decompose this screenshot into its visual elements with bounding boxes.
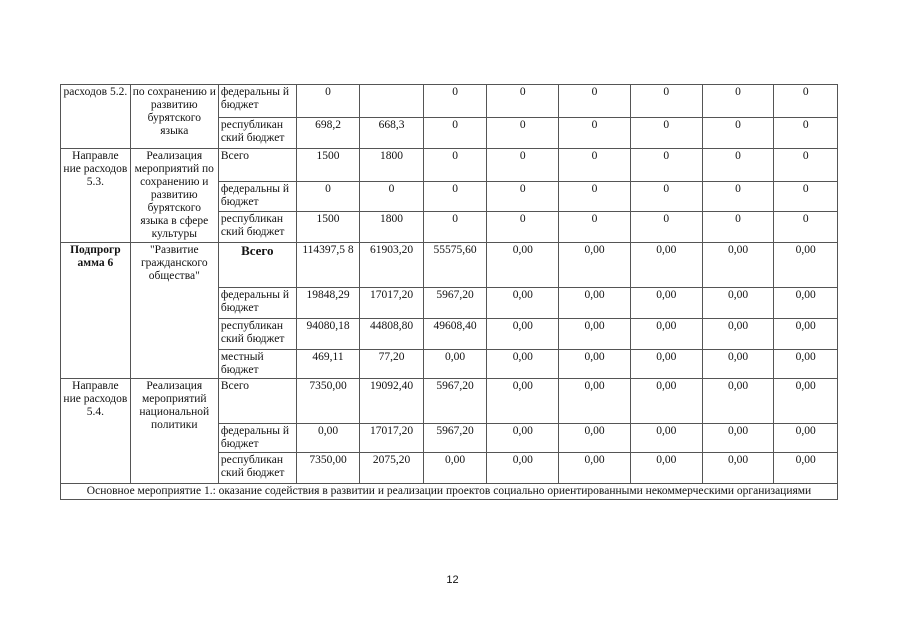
value-cell: 0,00 [559, 424, 631, 453]
budget-source-cell: республикан ский бюджет [218, 211, 296, 242]
budget-source-cell: республикан ский бюджет [218, 319, 296, 350]
value-cell: 0 [559, 85, 631, 118]
value-cell: 5967,20 [423, 424, 487, 453]
value-cell: 0 [296, 182, 360, 211]
value-cell: 0 [360, 182, 424, 211]
value-cell: 17017,20 [360, 288, 424, 319]
value-cell: 0,00 [487, 243, 559, 288]
value-cell: 0,00 [774, 319, 838, 350]
value-cell: 2075,20 [360, 453, 424, 484]
value-cell: 0,00 [559, 453, 631, 484]
value-cell [360, 85, 424, 118]
value-cell: 0,00 [774, 350, 838, 379]
value-cell: 0 [296, 85, 360, 118]
value-cell: 0,00 [630, 424, 702, 453]
row-group-label: Направле ние расходов 5.4. [61, 379, 131, 484]
table-row [61, 149, 838, 182]
value-cell: 0 [702, 149, 774, 182]
value-cell: 19092,40 [360, 379, 424, 424]
value-cell: 0 [487, 182, 559, 211]
value-cell: 0 [630, 85, 702, 118]
value-cell: 0,00 [559, 319, 631, 350]
value-cell: 0 [423, 211, 487, 242]
value-cell: 0,00 [630, 350, 702, 379]
value-cell: 0,00 [774, 379, 838, 424]
value-cell: 0,00 [559, 243, 631, 288]
value-cell: 0 [774, 118, 838, 149]
row-group-description: Реализация мероприятий по сохранению и развитию бурятского языка в сфере культуры [130, 149, 218, 243]
budget-source-cell: федеральны й бюджет [218, 182, 296, 211]
value-cell: 0 [423, 149, 487, 182]
value-cell: 0 [487, 85, 559, 118]
table-row [61, 379, 838, 424]
value-cell: 0,00 [774, 243, 838, 288]
value-cell: 668,3 [360, 118, 424, 149]
value-cell: 1800 [360, 149, 424, 182]
value-cell: 469,11 [296, 350, 360, 379]
value-cell: 0,00 [702, 424, 774, 453]
value-cell: 698,2 [296, 118, 360, 149]
value-cell: 0,00 [487, 319, 559, 350]
value-cell: 0 [487, 149, 559, 182]
value-cell: 0,00 [630, 379, 702, 424]
value-cell: 5967,20 [423, 379, 487, 424]
value-cell: 0,00 [487, 379, 559, 424]
value-cell: 1500 [296, 211, 360, 242]
row-group-description: Реализация мероприятий национальной политики [130, 379, 218, 484]
value-cell: 0 [630, 211, 702, 242]
value-cell: 114397,5 8 [296, 243, 360, 288]
budget-source-cell: федеральны й бюджет [218, 288, 296, 319]
value-cell: 0,00 [774, 424, 838, 453]
value-cell: 0,00 [296, 424, 360, 453]
value-cell: 0,00 [630, 288, 702, 319]
value-cell: 44808,80 [360, 319, 424, 350]
value-cell: 0 [702, 182, 774, 211]
value-cell: 0,00 [702, 288, 774, 319]
value-cell: 0 [774, 211, 838, 242]
value-cell: 0,00 [702, 453, 774, 484]
row-group-label: Направле ние расходов 5.3. [61, 149, 131, 243]
value-cell: 94080,18 [296, 319, 360, 350]
value-cell: 0 [423, 118, 487, 149]
value-cell: 0 [702, 211, 774, 242]
value-cell: 1500 [296, 149, 360, 182]
value-cell: 0,00 [487, 453, 559, 484]
value-cell: 0 [559, 182, 631, 211]
value-cell: 0 [774, 85, 838, 118]
value-cell: 0 [423, 85, 487, 118]
value-cell: 0,00 [487, 288, 559, 319]
footer-row [61, 484, 838, 500]
value-cell: 19848,29 [296, 288, 360, 319]
budget-source-cell: Всего [218, 149, 296, 182]
value-cell: 0,00 [487, 424, 559, 453]
budget-source-cell: Всего [218, 379, 296, 424]
value-cell: 77,20 [360, 350, 424, 379]
budget-source-cell: федеральны й бюджет [218, 424, 296, 453]
row-group-description: по сохранению и развитию бурятского языка [130, 85, 218, 149]
value-cell: 0 [559, 211, 631, 242]
value-cell: 0 [630, 182, 702, 211]
value-cell: 1800 [360, 211, 424, 242]
value-cell: 0 [630, 149, 702, 182]
value-cell: 0 [559, 149, 631, 182]
value-cell: 0,00 [423, 350, 487, 379]
value-cell: 0 [702, 85, 774, 118]
value-cell: 0,00 [630, 319, 702, 350]
value-cell: 61903,20 [360, 243, 424, 288]
table-row [61, 243, 838, 288]
main-activity-caption: Основное мероприятие 1.: оказание содействия в развитии и реализации проектов социально ориентированными некоммерческими организациями [61, 484, 838, 500]
budget-source-cell: Всего [218, 243, 296, 288]
value-cell: 49608,40 [423, 319, 487, 350]
value-cell: 0,00 [702, 243, 774, 288]
value-cell: 0 [487, 118, 559, 149]
budget-source-cell: местный бюджет [218, 350, 296, 379]
page-number: 12 [446, 574, 459, 586]
value-cell: 0,00 [559, 379, 631, 424]
value-cell: 0,00 [702, 350, 774, 379]
value-cell: 5967,20 [423, 288, 487, 319]
value-cell: 0 [487, 211, 559, 242]
value-cell: 0,00 [487, 350, 559, 379]
value-cell: 0,00 [702, 319, 774, 350]
row-group-label: расходов 5.2. [61, 85, 131, 149]
value-cell: 0 [702, 118, 774, 149]
value-cell: 0,00 [630, 453, 702, 484]
value-cell: 0,00 [559, 288, 631, 319]
value-cell: 0 [559, 118, 631, 149]
value-cell: 0 [423, 182, 487, 211]
value-cell: 55575,60 [423, 243, 487, 288]
row-group-label: Подпрогр амма 6 [61, 243, 131, 379]
budget-source-cell: республикан ский бюджет [218, 453, 296, 484]
table-body [61, 85, 838, 484]
value-cell: 0,00 [559, 350, 631, 379]
value-cell: 17017,20 [360, 424, 424, 453]
budget-table [60, 84, 838, 500]
value-cell: 0 [630, 118, 702, 149]
value-cell: 0 [774, 149, 838, 182]
value-cell: 0,00 [702, 379, 774, 424]
budget-source-cell: республикан ский бюджет [218, 118, 296, 149]
budget-source-cell: федеральны й бюджет [218, 85, 296, 118]
value-cell: 7350,00 [296, 453, 360, 484]
row-group-description: "Развитие гражданского общества" [130, 243, 218, 379]
value-cell: 0,00 [423, 453, 487, 484]
value-cell: 0,00 [774, 288, 838, 319]
value-cell: 0,00 [774, 453, 838, 484]
value-cell: 0 [774, 182, 838, 211]
table-row [61, 85, 838, 118]
value-cell: 0,00 [630, 243, 702, 288]
value-cell: 7350,00 [296, 379, 360, 424]
